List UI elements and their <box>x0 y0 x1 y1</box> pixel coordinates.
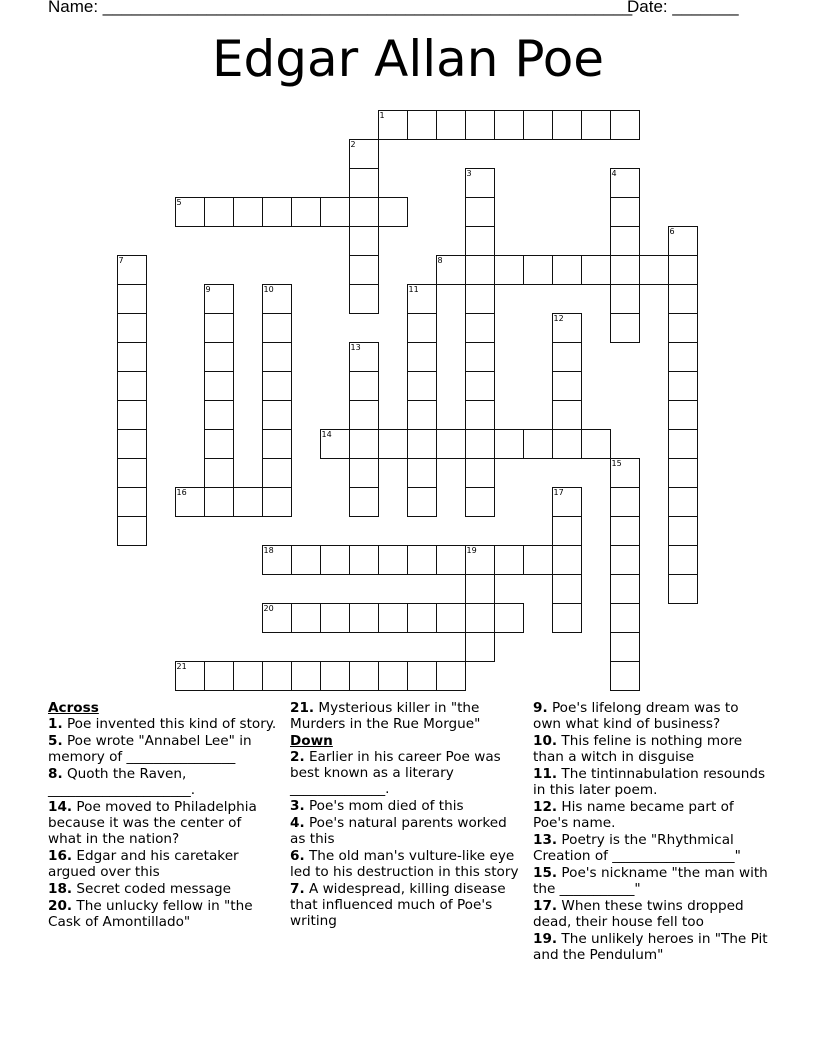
clue-text: Poetry is the "Rhythmical Creation of __________________" <box>533 832 741 864</box>
clue-number: 4. <box>290 815 305 831</box>
grid-cell[interactable] <box>552 429 582 459</box>
clue-text: When these twins dropped dead, their house fell too <box>533 898 744 930</box>
clue-down-17 <box>533 898 769 930</box>
clue-number-label: 16 <box>176 487 187 497</box>
clue-number: 20. <box>48 898 73 914</box>
clue-number: 21. <box>290 700 315 716</box>
grid-cell[interactable] <box>465 458 495 488</box>
grid-cell[interactable] <box>204 400 234 430</box>
grid-cell[interactable] <box>291 661 321 691</box>
grid-cell[interactable] <box>349 255 379 285</box>
grid-cell[interactable] <box>610 574 640 604</box>
clue-text: His name became part of Poe's name. <box>533 799 734 831</box>
grid-cell[interactable] <box>349 429 379 459</box>
clue-number-label: 21 <box>176 661 187 671</box>
clue-text: This feline is nothing more than a witch in disguise <box>533 733 743 765</box>
grid-cell[interactable] <box>465 574 495 604</box>
grid-cell[interactable] <box>117 342 147 372</box>
grid-cell[interactable] <box>349 400 379 430</box>
grid-cell[interactable] <box>581 429 611 459</box>
across-heading: Across <box>48 700 99 716</box>
grid-cell[interactable] <box>349 168 379 198</box>
clue-number: 15. <box>533 865 558 881</box>
clue-text: Quoth the Raven, _____________________. <box>48 766 196 798</box>
grid-cell[interactable] <box>610 661 640 691</box>
grid-cell[interactable] <box>465 545 495 575</box>
grid-cell[interactable] <box>552 400 582 430</box>
grid-cell[interactable] <box>378 603 408 633</box>
grid-cell[interactable] <box>262 342 292 372</box>
grid-cell[interactable] <box>233 197 263 227</box>
clues-column-1 <box>48 700 278 931</box>
grid-cell[interactable] <box>610 545 640 575</box>
clue-down-11 <box>533 766 769 798</box>
grid-cell[interactable] <box>436 545 466 575</box>
grid-cell[interactable] <box>465 255 495 285</box>
grid-cell[interactable] <box>204 342 234 372</box>
grid-cell[interactable] <box>494 110 524 140</box>
clue-number-label: 17 <box>553 487 564 497</box>
grid-cell[interactable] <box>465 603 495 633</box>
grid-cell[interactable] <box>407 661 437 691</box>
grid-cell[interactable] <box>552 371 582 401</box>
clue-down-4 <box>290 815 526 847</box>
grid-cell[interactable] <box>233 661 263 691</box>
grid-cell[interactable] <box>117 371 147 401</box>
grid-cell[interactable] <box>407 458 437 488</box>
grid-cell[interactable] <box>320 661 350 691</box>
clue-number-label: 1 <box>379 110 385 120</box>
grid-cell[interactable] <box>262 313 292 343</box>
clue-number: 17. <box>533 898 558 914</box>
grid-cell[interactable] <box>349 197 379 227</box>
grid-cell[interactable] <box>668 371 698 401</box>
grid-cell[interactable] <box>465 632 495 662</box>
clue-text: Edgar and his caretaker argued over this <box>48 848 239 880</box>
grid-cell[interactable] <box>610 284 640 314</box>
grid-cell[interactable] <box>407 371 437 401</box>
grid-cell[interactable] <box>117 487 147 517</box>
grid-cell[interactable] <box>552 516 582 546</box>
grid-cell[interactable] <box>465 429 495 459</box>
grid-cell[interactable] <box>465 226 495 256</box>
grid-cell[interactable] <box>378 545 408 575</box>
clue-text: Mysterious killer in "the Murders in the Rue Morgue" <box>290 700 481 732</box>
clue-number-label: 20 <box>263 603 274 613</box>
grid-cell[interactable] <box>407 110 437 140</box>
grid-cell[interactable] <box>262 284 292 314</box>
clue-down-7 <box>290 881 526 929</box>
grid-cell[interactable] <box>117 313 147 343</box>
grid-cell[interactable] <box>610 603 640 633</box>
clue-number: 12. <box>533 799 558 815</box>
grid-cell[interactable] <box>610 313 640 343</box>
page-title: Edgar Allan Poe <box>211 30 605 88</box>
grid-cell[interactable] <box>407 545 437 575</box>
grid-cell[interactable] <box>668 545 698 575</box>
clue-number-label: 11 <box>408 284 419 294</box>
grid-cell[interactable] <box>320 429 350 459</box>
clue-number-label: 6 <box>669 226 675 236</box>
clue-number-label: 10 <box>263 284 274 294</box>
grid-cell[interactable] <box>668 255 698 285</box>
grid-cell[interactable] <box>552 545 582 575</box>
grid-cell[interactable] <box>610 226 640 256</box>
grid-cell[interactable] <box>204 661 234 691</box>
clue-number-label: 8 <box>437 255 443 265</box>
clue-text: Secret coded message <box>72 881 232 897</box>
grid-cell[interactable] <box>117 516 147 546</box>
grid-cell[interactable] <box>349 545 379 575</box>
grid-cell[interactable] <box>465 342 495 372</box>
grid-cell[interactable] <box>407 284 437 314</box>
grid-cell[interactable] <box>407 429 437 459</box>
clue-number: 11. <box>533 766 558 782</box>
grid-cell[interactable] <box>349 284 379 314</box>
grid-cell[interactable] <box>204 284 234 314</box>
grid-cell[interactable] <box>465 110 495 140</box>
clue-number-label: 13 <box>350 342 361 352</box>
grid-cell[interactable] <box>465 284 495 314</box>
grid-cell[interactable] <box>552 255 582 285</box>
grid-cell[interactable] <box>204 487 234 517</box>
grid-cell[interactable] <box>378 661 408 691</box>
clue-down-2 <box>290 749 526 797</box>
clue-number-label: 12 <box>553 313 564 323</box>
grid-cell[interactable] <box>581 110 611 140</box>
grid-cell[interactable] <box>494 255 524 285</box>
grid-cell[interactable] <box>610 168 640 198</box>
clue-down-9 <box>533 700 769 732</box>
clue-across-18 <box>48 881 278 897</box>
clue-text: Poe's mom died of this <box>304 798 464 814</box>
grid-cell[interactable] <box>610 487 640 517</box>
clue-number: 1. <box>48 716 63 732</box>
clue-number-label: 5 <box>176 197 182 207</box>
down-heading: Down <box>290 733 333 749</box>
grid-cell[interactable] <box>117 429 147 459</box>
grid-cell[interactable] <box>175 487 205 517</box>
grid-cell[interactable] <box>262 487 292 517</box>
grid-cell[interactable] <box>552 313 582 343</box>
clue-down-15 <box>533 865 769 897</box>
grid-cell[interactable] <box>291 197 321 227</box>
grid-cell[interactable] <box>349 226 379 256</box>
grid-cell[interactable] <box>465 487 495 517</box>
clue-across-8 <box>48 766 278 798</box>
clue-number: 8. <box>48 766 63 782</box>
clue-number: 18. <box>48 881 73 897</box>
grid-cell[interactable] <box>668 487 698 517</box>
grid-cell[interactable] <box>523 110 553 140</box>
name-field-label[interactable]: Name: ________________________________________________________ <box>48 0 633 16</box>
grid-cell[interactable] <box>581 255 611 285</box>
clue-number-label: 14 <box>321 429 332 439</box>
grid-cell[interactable] <box>552 603 582 633</box>
grid-cell[interactable] <box>668 226 698 256</box>
clue-across-14 <box>48 799 278 847</box>
grid-cell[interactable] <box>436 110 466 140</box>
grid-cell[interactable] <box>610 632 640 662</box>
grid-cell[interactable] <box>320 197 350 227</box>
clue-number-label: 19 <box>466 545 477 555</box>
clues-column-2 <box>290 700 526 930</box>
grid-cell[interactable] <box>378 197 408 227</box>
grid-cell[interactable] <box>175 197 205 227</box>
clue-text: The tintinnabulation resounds in this later poem. <box>533 766 766 798</box>
grid-cell[interactable] <box>117 255 147 285</box>
grid-cell[interactable] <box>407 313 437 343</box>
clue-down-3 <box>290 798 526 814</box>
grid-cell[interactable] <box>407 342 437 372</box>
clue-across-1 <box>48 716 278 732</box>
grid-cell[interactable] <box>204 371 234 401</box>
clue-number: 10. <box>533 733 558 749</box>
grid-cell[interactable] <box>668 313 698 343</box>
clue-down-12 <box>533 799 769 831</box>
grid-cell[interactable] <box>552 574 582 604</box>
clue-down-10 <box>533 733 769 765</box>
clue-number: 14. <box>48 799 73 815</box>
grid-cell[interactable] <box>610 255 640 285</box>
grid-cell[interactable] <box>523 545 553 575</box>
clue-text: Poe moved to Philadelphia because it was the center of what in the nation? <box>48 799 257 847</box>
clue-number-label: 2 <box>350 139 356 149</box>
grid-cell[interactable] <box>262 429 292 459</box>
grid-cell[interactable] <box>349 661 379 691</box>
grid-cell[interactable] <box>204 429 234 459</box>
clues-column-3 <box>533 700 769 964</box>
grid-cell[interactable] <box>204 313 234 343</box>
grid-cell[interactable] <box>117 400 147 430</box>
clue-text: The unlikely heroes in "The Pit and the Pendulum" <box>533 931 768 963</box>
clue-down-19 <box>533 931 769 963</box>
clue-text: A widespread, killing disease that influenced much of Poe's writing <box>290 881 506 929</box>
grid-cell[interactable] <box>465 400 495 430</box>
grid-cell[interactable] <box>465 197 495 227</box>
grid-cell[interactable] <box>668 429 698 459</box>
grid-cell[interactable] <box>407 487 437 517</box>
grid-cell[interactable] <box>494 603 524 633</box>
grid-cell[interactable] <box>668 284 698 314</box>
clue-number: 2. <box>290 749 305 765</box>
clue-number: 5. <box>48 733 63 749</box>
clue-text: The unlucky fellow in "the Cask of Amontillado" <box>48 898 253 930</box>
grid-cell[interactable] <box>175 661 205 691</box>
grid-cell[interactable] <box>436 255 466 285</box>
grid-cell[interactable] <box>668 574 698 604</box>
grid-cell[interactable] <box>407 400 437 430</box>
grid-cell[interactable] <box>204 197 234 227</box>
grid-cell[interactable] <box>552 342 582 372</box>
grid-cell[interactable] <box>349 603 379 633</box>
date-field-label[interactable]: Date: _______ <box>627 0 739 16</box>
grid-cell[interactable] <box>378 110 408 140</box>
clue-number: 3. <box>290 798 305 814</box>
grid-cell[interactable] <box>523 429 553 459</box>
grid-cell[interactable] <box>320 603 350 633</box>
clue-across-16 <box>48 848 278 880</box>
clue-down-13 <box>533 832 769 864</box>
grid-cell[interactable] <box>552 487 582 517</box>
grid-cell[interactable] <box>349 487 379 517</box>
clue-across-21 <box>290 700 526 732</box>
clue-number-label: 9 <box>205 284 211 294</box>
grid-cell[interactable] <box>494 429 524 459</box>
grid-cell[interactable] <box>378 429 408 459</box>
grid-cell[interactable] <box>436 661 466 691</box>
grid-cell[interactable] <box>610 516 640 546</box>
grid-cell[interactable] <box>465 168 495 198</box>
grid-cell[interactable] <box>262 603 292 633</box>
clue-text: Poe's lifelong dream was to own what kind of business? <box>533 700 739 732</box>
grid-cell[interactable] <box>668 516 698 546</box>
grid-cell[interactable] <box>349 458 379 488</box>
clue-number-label: 15 <box>611 458 622 468</box>
grid-cell[interactable] <box>262 661 292 691</box>
clue-number: 13. <box>533 832 558 848</box>
grid-cell[interactable] <box>204 458 234 488</box>
grid-cell[interactable] <box>407 603 437 633</box>
grid-cell[interactable] <box>610 458 640 488</box>
grid-cell[interactable] <box>117 284 147 314</box>
clue-number: 7. <box>290 881 305 897</box>
clue-number-label: 7 <box>118 255 124 265</box>
grid-cell[interactable] <box>610 110 640 140</box>
clue-text: Poe's natural parents worked as this <box>290 815 507 847</box>
clue-number-label: 18 <box>263 545 274 555</box>
grid-cell[interactable] <box>494 545 524 575</box>
grid-cell[interactable] <box>262 400 292 430</box>
clue-number-label: 4 <box>611 168 617 178</box>
grid-cell[interactable] <box>349 342 379 372</box>
clue-number: 19. <box>533 931 558 947</box>
grid-cell[interactable] <box>465 371 495 401</box>
grid-cell[interactable] <box>262 371 292 401</box>
clue-number: 16. <box>48 848 73 864</box>
grid-cell[interactable] <box>436 429 466 459</box>
clue-text: Poe wrote "Annabel Lee" in memory of ________________ <box>48 733 252 765</box>
clue-text: Poe invented this kind of story. <box>62 716 277 732</box>
grid-cell[interactable] <box>233 487 263 517</box>
grid-cell[interactable] <box>523 255 553 285</box>
clue-down-6 <box>290 848 526 880</box>
grid-cell[interactable] <box>465 313 495 343</box>
clue-number-label: 3 <box>466 168 472 178</box>
grid-cell[interactable] <box>349 371 379 401</box>
grid-cell[interactable] <box>610 197 640 227</box>
grid-cell[interactable] <box>639 255 669 285</box>
clue-across-20 <box>48 898 278 930</box>
grid-cell[interactable] <box>668 400 698 430</box>
grid-cell[interactable] <box>117 458 147 488</box>
grid-cell[interactable] <box>291 603 321 633</box>
grid-cell[interactable] <box>668 342 698 372</box>
clue-number: 9. <box>533 700 548 716</box>
grid-cell[interactable] <box>320 545 350 575</box>
grid-cell[interactable] <box>262 197 292 227</box>
clue-text: Earlier in his career Poe was best known as a literary ______________. <box>290 749 501 797</box>
grid-cell[interactable] <box>349 139 379 169</box>
grid-cell[interactable] <box>262 545 292 575</box>
clue-number: 6. <box>290 848 305 864</box>
grid-cell[interactable] <box>262 458 292 488</box>
clue-text: Poe's nickname "the man with the ___________" <box>533 865 768 897</box>
grid-cell[interactable] <box>436 603 466 633</box>
grid-cell[interactable] <box>291 545 321 575</box>
clue-text: The old man's vulture-like eye led to his destruction in this story <box>290 848 519 880</box>
grid-cell[interactable] <box>552 110 582 140</box>
grid-cell[interactable] <box>668 458 698 488</box>
clue-across-5 <box>48 733 278 765</box>
